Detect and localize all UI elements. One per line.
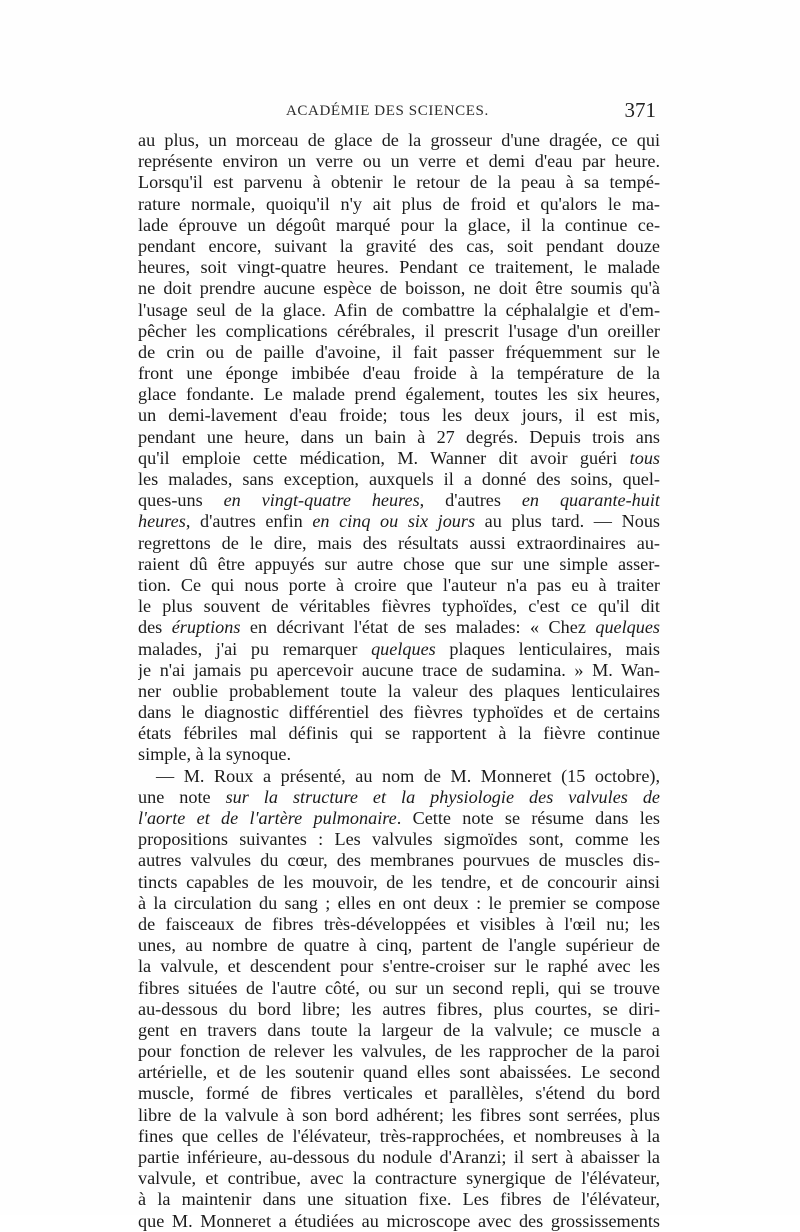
- text-segment: , d'autres enfin: [185, 511, 313, 532]
- text-line: [138, 1168, 660, 1189]
- text-segment: — M. Roux a présenté, au nom de M. Monneret (15 octobre),: [156, 765, 660, 786]
- text-line: [138, 1105, 660, 1126]
- text-segment: rature normale, quoiqu'il n'y ait plus de froid et qu'alors le ma-: [138, 193, 660, 214]
- text-segment: représente environ un verre ou un verre et demi d'eau par heure.: [138, 151, 660, 172]
- text-line: [138, 681, 660, 702]
- text-line: [138, 617, 660, 638]
- text-line: [138, 850, 660, 871]
- text-segment: le plus souvent de véritables fièvres typhoïdes, c'est ce qu'il dit: [138, 596, 660, 617]
- text-line: [138, 151, 660, 172]
- text-segment: front une éponge imbibée d'eau froide à la température de la: [138, 363, 660, 384]
- text-line: [138, 1062, 660, 1083]
- text-line: [138, 384, 660, 405]
- text-line: [138, 872, 660, 893]
- text-segment: heures, soit vingt-quatre heures. Pendant ce traitement, le malade: [138, 257, 660, 278]
- text-segment: ques-uns: [138, 490, 224, 511]
- italic-text: quelques: [371, 638, 436, 659]
- text-segment: une note: [138, 786, 226, 807]
- text-line: [138, 427, 660, 448]
- italic-text: l'aorte et de l'artère pulmonaire: [138, 808, 397, 828]
- text-segment: unes, au nombre de quatre à cinq, partent de l'angle supérieur de: [138, 935, 660, 956]
- text-segment: à la maintenir dans une situation fixe. Les fibres de l'élévateur,: [138, 1189, 660, 1210]
- page-header: [138, 98, 660, 126]
- text-segment: propositions suivantes : Les valvules sigmoïdes sont, comme les: [138, 829, 660, 850]
- text-line: [138, 766, 660, 787]
- text-line: [138, 935, 660, 956]
- italic-text: heures: [138, 511, 186, 532]
- text-segment: autres valvules du cœur, des membranes pourvues de muscles dis-: [138, 850, 660, 871]
- italic-text: quelques: [595, 617, 660, 638]
- text-line: [138, 257, 660, 278]
- text-segment: que M. Monneret a étudiées au microscope avec des grossissements: [138, 1210, 660, 1231]
- text-line: [138, 194, 660, 215]
- text-line: [138, 469, 660, 490]
- text-line: [138, 1041, 660, 1062]
- text-line: [138, 956, 660, 977]
- text-line: [138, 575, 660, 596]
- text-segment: les malades, sans exception, auxquels il a donné des soins, quel-: [138, 469, 660, 489]
- text-segment: pêcher les complications cérébrales, il prescrit l'usage d'un oreiller: [138, 320, 660, 341]
- text-segment: tincts capables de les mouvoir, de les tendre, et de concourir ainsi: [138, 871, 660, 892]
- text-segment: fibres situées de l'autre côté, ou sur un second repli, qui se trouve: [138, 977, 660, 998]
- italic-text: éruptions: [171, 617, 241, 638]
- text-segment: pour fonction de relever les valvules, de les rapprocher de la paroi: [138, 1041, 660, 1062]
- text-segment: pendant encore, suivant la gravité des cas, soit pendant douze: [138, 235, 660, 256]
- text-line: [138, 744, 660, 765]
- text-segment: au plus tard. — Nous: [475, 511, 660, 532]
- text-segment: partie inférieure, au-dessous du nodule d'Aranzi; il sert à abaisser la: [138, 1147, 660, 1167]
- text-line: [138, 1020, 660, 1041]
- text-line: [138, 511, 660, 532]
- text-segment: ne doit prendre aucune espèce de boisson, ne doit être soumis qu'à: [138, 278, 660, 299]
- text-line: [138, 300, 660, 321]
- text-line: [138, 914, 660, 935]
- text-line: [138, 1147, 660, 1168]
- text-segment: valvule, et contribue, avec la contracture synergique de l'élévateur,: [138, 1168, 660, 1189]
- text-segment: . Cette note se résume dans les: [396, 808, 660, 828]
- text-line: [138, 787, 660, 808]
- text-segment: tion. Ce qui nous porte à croire que l'auteur n'a pas eu à traiter: [138, 574, 660, 595]
- italic-text: en quarante-huit: [521, 490, 660, 511]
- text-segment: au-dessous du bord libre; les autres fibres, plus courtes, se diri-: [138, 998, 660, 1019]
- text-line: [138, 405, 660, 426]
- text-segment: un demi-lavement d'eau froide; tous les deux jours, il est mis,: [138, 405, 660, 426]
- text-segment: plaques lenticulaires, mais: [435, 638, 660, 659]
- italic-text: en vingt-quatre heures: [223, 490, 420, 511]
- text-line: [138, 999, 660, 1020]
- text-line: [138, 702, 660, 723]
- italic-text: tous: [629, 447, 660, 468]
- text-line: [138, 893, 660, 914]
- text-line: [138, 533, 660, 554]
- text-line: [138, 660, 660, 681]
- text-segment: pendant une heure, dans un bain à 27 degrés. Depuis trois ans: [138, 426, 660, 447]
- text-line: [138, 342, 660, 363]
- text-line: [138, 236, 660, 257]
- text-segment: de faisceaux de fibres très-développées et visibles à l'œil nu; les: [138, 913, 660, 934]
- text-segment: malades, j'ai pu remarquer: [138, 638, 372, 659]
- text-line: [138, 215, 660, 236]
- text-line: [138, 1083, 660, 1104]
- text-line: [138, 554, 660, 575]
- text-segment: la valvule, et descendent pour s'entre-croiser sur le raphé avec les: [138, 956, 660, 977]
- text-segment: artérielle, et de les soutenir quand elles sont abaissées. Le second: [138, 1062, 660, 1083]
- text-line: [138, 278, 660, 299]
- text-line: [138, 1189, 660, 1210]
- page-number: 371: [624, 98, 656, 122]
- text-segment: raient dû être appuyés sur autre chose que sur une simple asser-: [138, 553, 660, 574]
- text-segment: gent en travers dans toute la largeur de la valvule; ce muscle a: [138, 1019, 660, 1040]
- text-segment: muscle, formé de fibres verticales et parallèles, s'étend du bord: [138, 1083, 660, 1104]
- text-line: [138, 1211, 660, 1232]
- text-line: [138, 490, 660, 511]
- text-line: [138, 448, 660, 469]
- text-segment: ner oublie probablement toute la valeur des plaques lenticulaires: [138, 680, 660, 701]
- running-head: ACADÉMIE DES SCIENCES.: [286, 103, 489, 119]
- text-line: [138, 363, 660, 384]
- text-segment: l'usage seul de la glace. Afin de combattre la céphalalgie et d'em-: [138, 299, 660, 320]
- text-line: [138, 808, 660, 829]
- text-segment: regrettons de le dire, mais des résultats aussi extraordinaires au-: [138, 532, 660, 553]
- text-segment: dans le diagnostic différentiel des fièvres typhoïdes et de certains: [138, 702, 660, 723]
- text-line: [138, 1126, 660, 1147]
- italic-text: sur la structure et la physiologie des valvules de: [225, 786, 660, 807]
- text-line: [138, 172, 660, 193]
- text-segment: à la circulation du sang ; elles en ont deux : le premier se compose: [138, 892, 660, 913]
- text-line: [138, 596, 660, 617]
- text-segment: qu'il emploie cette médication, M. Wanner dit avoir guéri: [138, 447, 630, 468]
- text-segment: en décrivant l'état de ses malades: « Chez: [240, 617, 596, 638]
- text-segment: libre de la valvule à son bord adhérent; les fibres sont serrées, plus: [138, 1104, 660, 1125]
- text-segment: au plus, un morceau de glace de la grosseur d'une dragée, ce qui: [138, 130, 660, 150]
- text-segment: lade éprouve un dégoût marqué pour la glace, il la continue ce-: [138, 214, 660, 235]
- body-text: [138, 130, 660, 1232]
- text-line: [138, 723, 660, 744]
- text-line: [138, 978, 660, 999]
- text-segment: simple, à la synoque.: [138, 744, 292, 765]
- text-segment: fines que celles de l'élévateur, très-rapprochées, et nombreuses à la: [138, 1125, 660, 1146]
- text-segment: je n'ai jamais pu apercevoir aucune trace de sudamina. » M. Wan-: [138, 659, 660, 680]
- italic-text: en cinq ou six jours: [312, 511, 476, 532]
- text-segment: , d'autres: [419, 490, 522, 511]
- text-line: [138, 829, 660, 850]
- text-segment: Lorsqu'il est parvenu à obtenir le retour de la peau à sa tempé-: [138, 172, 660, 193]
- text-line: [138, 130, 660, 151]
- text-segment: de crin ou de paille d'avoine, il fait passer fréquemment sur le: [138, 341, 660, 362]
- text-line: [138, 321, 660, 342]
- text-segment: états fébriles mal définis qui se rapportent à la fièvre continue: [138, 723, 660, 744]
- text-segment: des: [138, 617, 172, 638]
- text-line: [138, 639, 660, 660]
- text-segment: glace fondante. Le malade prend également, toutes les six heures,: [138, 384, 660, 405]
